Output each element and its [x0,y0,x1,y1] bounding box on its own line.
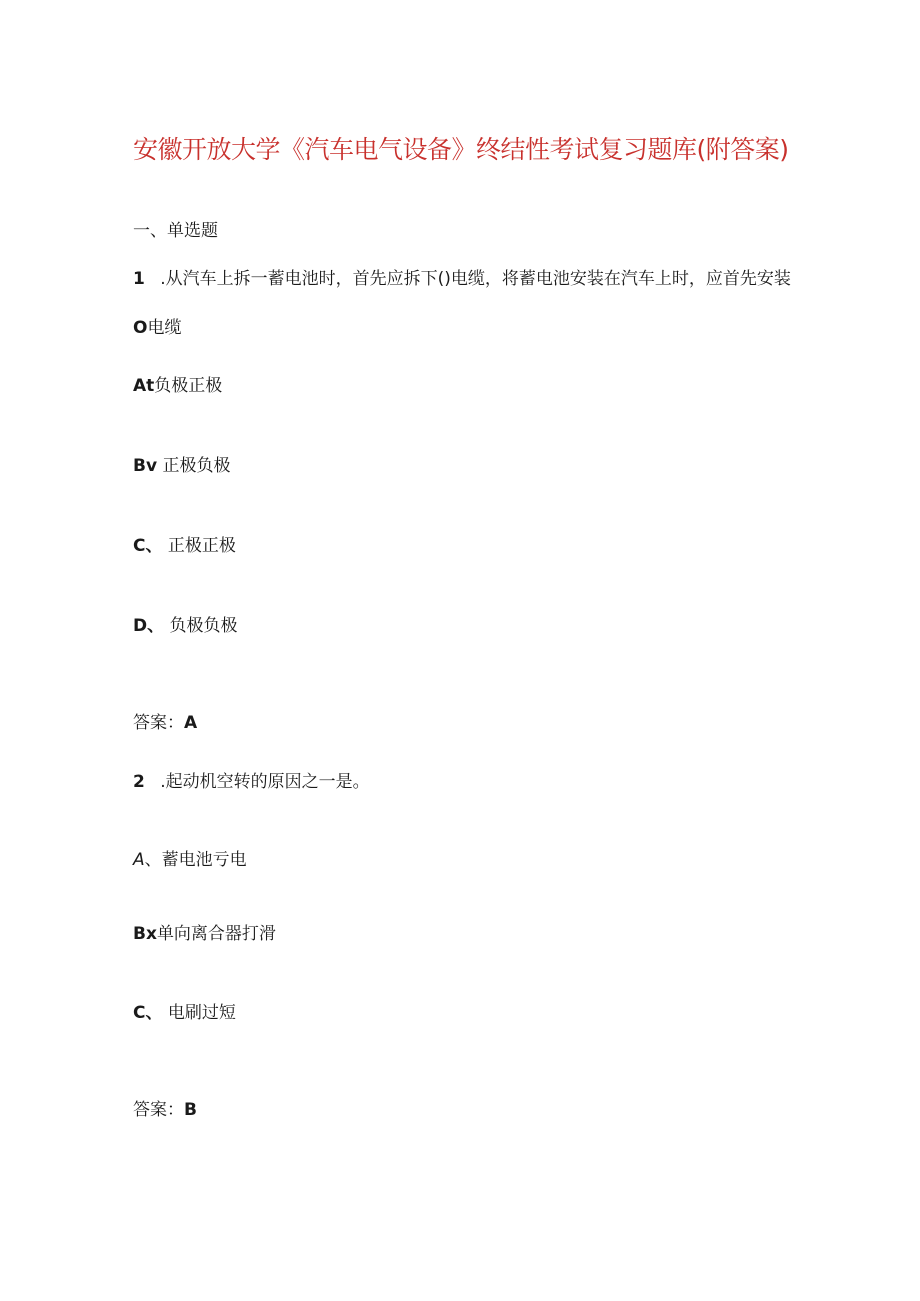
section-heading: 一、单选题 [133,221,218,241]
question-number: 1 [133,269,145,289]
option-text: 负极正极 [154,376,223,396]
option-text: 正极负极 [162,456,231,476]
question-1-option-b [133,454,230,478]
question-text: .起动机空转的原因之一是。 [160,772,370,792]
question-1-option-a [133,374,222,398]
option-letter: Bv [133,456,158,476]
option-text: 、蓄电池亏电 [144,850,247,870]
option-text: 负极负极 [169,616,238,636]
option-letter: A [133,850,145,870]
answer-label: 答案： [133,1100,184,1120]
option-letter: C、 [133,536,163,556]
question-2-option-b [133,922,276,946]
option-letter: Bx [133,924,157,944]
question-2-option-a [133,848,247,872]
option-letter: D、 [133,616,165,636]
question-1-stem [133,267,791,291]
question-number: 2 [133,772,145,792]
stem-cont-prefix: O [133,318,148,338]
question-2-option-c [133,1001,236,1025]
option-letter: At [133,376,155,396]
question-1-option-d [133,614,238,638]
question-1-option-c [133,534,236,558]
stem-cont-text: 电缆 [147,318,182,338]
answer-value: B [184,1100,197,1120]
option-text: 正极正极 [167,536,236,556]
answer-value: A [184,713,198,733]
document-title: 安徽开放大学《汽车电气设备》终结性考试复习题库(附答案) [133,135,789,164]
question-2-answer [133,1098,197,1122]
question-1-answer [133,711,197,735]
question-2-stem [133,770,370,794]
answer-label: 答案： [133,713,184,733]
question-text: .从汽车上拆一蓄电池时，首先应拆下()电缆，将蓄电池安装在汽车上时，应首先安装 [160,269,791,289]
question-1-stem-continuation [133,316,181,340]
option-text: 单向离合器打滑 [156,924,276,944]
option-text: 电刷过短 [167,1003,236,1023]
option-letter: C、 [133,1003,163,1023]
